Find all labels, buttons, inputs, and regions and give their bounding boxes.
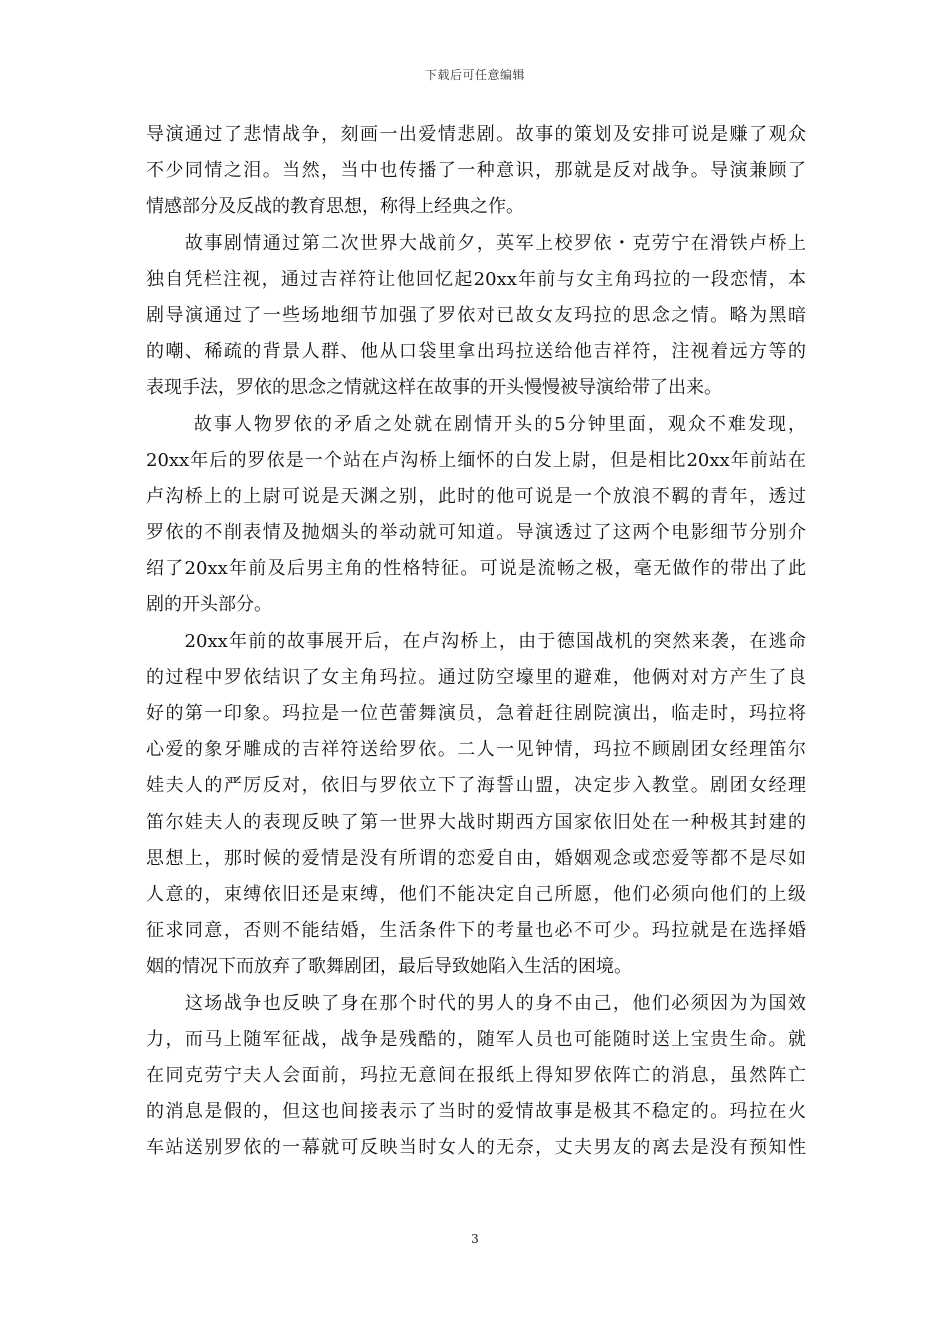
text-line: 笛尔娃夫人的表现反映了第一世界大战时期西方国家依旧处在一种极其封建的 — [146, 811, 806, 833]
text-line: 人意的，束缚依旧还是束缚，他们不能决定自己所愿，他们必须向他们的上级 — [146, 883, 806, 905]
text-line: 卢沟桥上的上尉可说是天渊之别，此时的他可说是一个放浪不羁的青年，透过 — [146, 485, 806, 507]
text-line: 的消息是假的，但这也间接表示了当时的爱情故事是极其不稳定的。玛拉在火 — [146, 1101, 806, 1123]
text-line: 思想上，那时候的爱情是没有所谓的恋爱自由，婚姻观念或恋爱等都不是尽如 — [146, 847, 806, 869]
text-line: 导演通过了悲情战争，刻画一出爱情悲剧。故事的策划及安排可说是赚了观众 — [146, 124, 806, 145]
text-line: 在同克劳宁夫人会面前，玛拉无意间在报纸上得知罗依阵亡的消息，虽然阵亡 — [146, 1064, 806, 1086]
text-line: 姻的情况下而放弃了歌舞剧团，最后导致她陷入生活的困境。 — [146, 956, 632, 978]
text-line: 力，而马上随军征战，战争是残酷的，随军人员也可能随时送上宝贵生命。就 — [146, 1028, 806, 1050]
text-line: 车站送别罗依的一幕就可反映当时女人的无奈，丈夫男友的离去是没有预知性 — [146, 1137, 806, 1159]
text-line: 绍了20xx年前及后男主角的性格特征。可说是流畅之极，毫无做作的带出了此 — [146, 558, 806, 580]
text-line: 这场战争也反映了身在那个时代的男人的身不由己，他们必须因为为国效 — [146, 992, 806, 1014]
text-line: 20xx年前的故事展开后，在卢沟桥上，由于德国战机的突然来袭，在逃命 — [146, 630, 806, 652]
page-header: 下载后可任意编辑 — [424, 68, 525, 82]
text-line: 好的第一印象。玛拉是一位芭蕾舞演员，急着赶往剧院演出，临走时，玛拉将 — [146, 703, 806, 724]
text-line: 剧导演通过了一些场地细节加强了罗依对已故女友玛拉的思念之情。略为黑暗 — [146, 304, 806, 326]
text-line: 20xx年后的罗依是一个站在卢沟桥上缅怀的白发上尉，但是相比20xx年前站在 — [146, 449, 806, 471]
text-line: 表现手法，罗依的思念之情就这样在故事的开头慢慢被导演给带了出来。 — [146, 377, 722, 399]
text-line: 的嘲、稀疏的背景人群、他从口袋里拿出玛拉送给他吉祥符，注视着远方等的 — [146, 341, 806, 363]
document-body — [146, 117, 806, 1166]
page-number: 3 — [471, 1232, 479, 1246]
text-line: 心爱的象牙雕成的吉祥符送给罗依。二人一见钟情，玛拉不顾剧团女经理笛尔 — [146, 739, 806, 761]
text-line: 剧的开头部分。 — [146, 594, 272, 616]
text-line: 独自凭栏注视，通过吉祥符让他回忆起20xx年前与女主角玛拉的一段恋情，本 — [146, 268, 806, 290]
text-line: 情感部分及反战的教育思想，称得上经典之作。 — [146, 196, 524, 218]
text-line: 故事剧情通过第二次世界大战前夕，英军上校罗依・克劳宁在滑铁卢桥上 — [146, 232, 806, 254]
text-line: 征求同意，否则不能结婚，生活条件下的考量也必不可少。玛拉就是在选择婚 — [146, 920, 806, 942]
text-line: 娃夫人的严厉反对，依旧与罗依立下了海誓山盟，决定步入教堂。剧团女经理 — [146, 775, 806, 797]
text-line: 故事人物罗依的矛盾之处就在剧情开头的5分钟里面，观众不难发现， — [146, 413, 806, 435]
text-line: 的过程中罗依结识了女主角玛拉。通过防空壕里的避难，他俩对对方产生了良 — [146, 666, 806, 688]
text-line: 不少同情之泪。当然，当中也传播了一种意识，那就是反对战争。导演兼顾了 — [146, 160, 806, 182]
text-line: 罗依的不削表情及抛烟头的举动就可知道。导演透过了这两个电影细节分别介 — [146, 522, 806, 544]
